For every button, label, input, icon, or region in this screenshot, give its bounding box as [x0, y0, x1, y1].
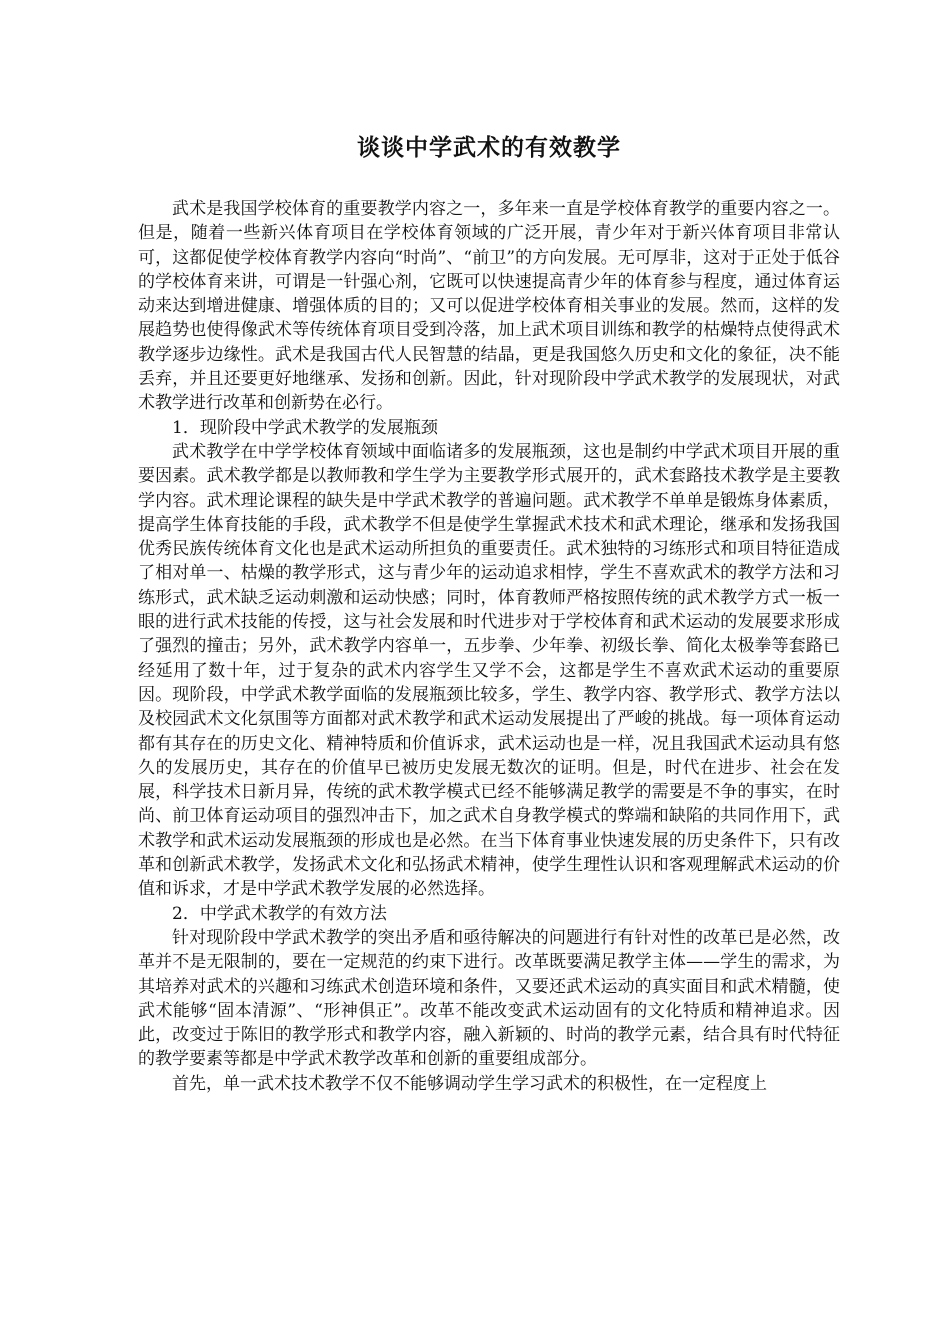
paragraph-section-2: 针对现阶段中学武术教学的突出矛盾和亟待解决的问题进行有针对性的改革已是必然，改革并不是无限制的，要在一定规范的约束下进行。改革既要满足教学主体——学生的需求，为其培养对武术的兴趣和习练武术创造环境和条件，又要还武术运动的真实面目和武术精髓，使武术能够“固本清源”、“形神俱正”。改革不能改变武术运动固有的文化特质和精神追求。因此，改变过于陈旧的教学形式和教学内容，融入新颖的、时尚的教学元素，结合具有时代特征的教学要素等都是中学武术教学改革和创新的重要组成部分。 [138, 927, 840, 1070]
paragraph-section-2-continued: 首先，单一武术技术教学不仅不能够调动学生学习武术的积极性，在一定程度上 [172, 1073, 767, 1094]
paragraph-section-1: 武术教学在中学学校体育领域中面临诸多的发展瓶颈，这也是制约中学武术项目开展的重要因素。武术教学都是以教师教和学生学为主要教学形式展开的，武术套路技术教学是主要教学内容。武术理论课程的缺失是中学武术教学的普遍问题。武术教学不单单是锻炼身体素质，提高学生体育技能的手段，武术教学不但是使学生掌握武术技术和武术理论，继承和发扬我国优秀民族传统体育文化也是武术运动所担负的重要责任。武术独特的习练形式和项目特征造成了相对单一、枯燥的教学形式，这与青少年的运动追求相悖，学生不喜欢武术的教学方法和习练形式，武术缺乏运动刺激和运动快感；同时，体育教师严格按照传统的武术教学方式一板一眼的进行武术技能的传授，这与社会发展和时代进步对于学校体育和武术运动的发展要求形成了强烈的撞击；另外，武术教学内容单一，五步拳、少年拳、初级长拳、简化太极拳等套路已经延用了数十年，过于复杂的武术内容学生又学不会，这都是学生不喜欢武术运动的重要原因。现阶段，中学武术教学面临的发展瓶颈比较多，学生、教学内容、教学形式、教学方法以及校园武术文化氛围等方面都对武术教学和武术运动发展提出了严峻的挑战。每一项体育运动都有其存在的历史文化、精神特质和价值诉求，武术运动也是一样，况且我国武术运动具有悠久的发展历史，其存在的价值早已被历史发展无数次的证明。但是，时代在进步、社会在发展，科学技术日新月异，传统的武术教学模式已经不能够满足教学的需要是不争的事实，在时尚、前卫体育运动项目的强烈冲击下，加之武术自身教学模式的弊端和缺陷的共同作用下，武术教学和武术运动发展瓶颈的形成也是必然。在当下体育事业快速发展的历史条件下，只有改革和创新武术教学，发扬武术文化和弘扬武术精神，使学生理性认识和客观理解武术运动的价值和诉求，才是中学武术教学发展的必然选择。 [138, 441, 840, 900]
paragraph-intro: 武术是我国学校体育的重要教学内容之一，多年来一直是学校体育教学的重要内容之一。但是，随着一些新兴体育项目在学校体育领域的广泛开展，青少年对于新兴体育项目非常认可，这都促使学校体育教学内容向“时尚”、“前卫”的方向发展。无可厚非，这对于正处于低谷的学校体育来讲，可谓是一针强心剂，它既可以快速提高青少年的体育参与程度，通过体育运动来达到增进健康、增强体质的目的；又可以促进学校体育相关事业的发展。然而，这样的发展趋势也使得像武术等传统体育项目受到冷落，加上武术项目训练和教学的枯燥特点使得武术教学逐步边缘性。武术是我国古代人民智慧的结晶，更是我国悠久历史和文化的象征，决不能丢弃，并且还要更好地继承、发扬和创新。因此，针对现阶段中学武术教学的发展现状，对武术教学进行改革和创新势在必行。 [138, 199, 840, 414]
section-heading-2: 2．中学武术教学的有效方法 [172, 903, 387, 924]
document-title: 谈谈中学武术的有效教学 [357, 135, 621, 161]
section-heading-1: 1．现阶段中学武术教学的发展瓶颈 [172, 417, 438, 438]
document-page [138, 132, 840, 1096]
